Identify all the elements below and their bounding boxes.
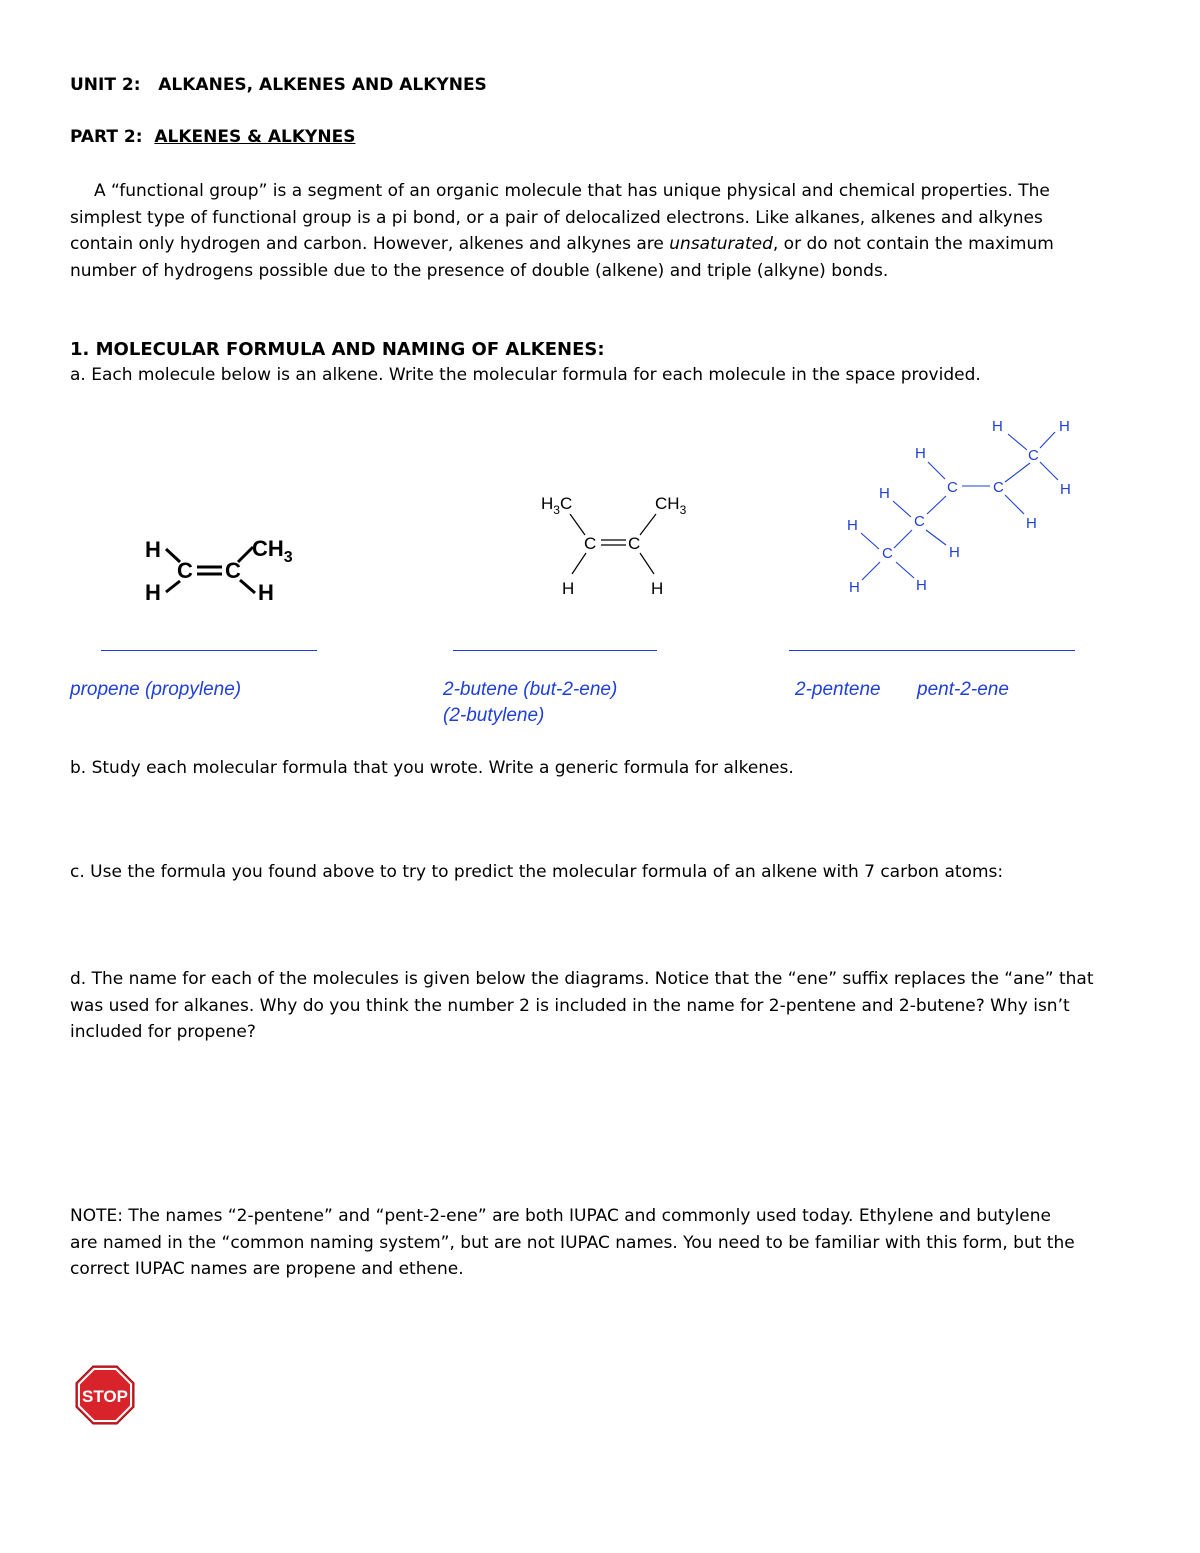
intro-line: simplest type of functional group is a pi bond, or a pair of delocalized electrons. Like alkanes, alkenes and alkynes [70,207,1043,228]
intro-text: , or do not contain the maximum [772,234,1054,254]
emphasis-unsaturated: unsaturated [669,234,773,254]
atom-c: C [993,479,1004,496]
atom-c: C [882,545,893,562]
atom-c: C [628,534,641,553]
methyl-group: $H_3C$ [541,494,573,517]
answer-blank-propene[interactable] [101,650,317,651]
2-butene-bonds [570,514,656,574]
unit-prefix: UNIT 2: [70,75,141,95]
atom-h: H [847,517,858,534]
atom-h: H [145,580,161,605]
atom-h: H [258,580,274,605]
answer-blank-2-pentene[interactable] [789,650,1075,651]
answer-propene: propene (propylene) [70,679,242,700]
2-butene-structure [541,494,687,598]
methyl-group: $CH_3$ [252,536,293,566]
atom-h: H [562,579,575,598]
propene-structure [145,536,293,605]
atom-h: H [1026,515,1037,532]
answer-2-pentene: 2-pentene [795,679,881,700]
stop-sign-text: STOP [82,1387,128,1406]
question-d-line: included for propene? [70,1022,256,1042]
answer-blank-2-butene[interactable] [453,650,657,651]
methyl-group: $CH_3$ [655,494,687,517]
2-pentene-structure [847,418,1071,596]
note-line: correct IUPAC names are propene and ethene. [70,1259,464,1279]
atom-c: C [584,534,597,553]
atom-h: H [651,579,664,598]
question-d-line: d. The name for each of the molecules is given below the diagrams. Notice that the “ene” suffix replaces the “ane” that [70,969,1094,989]
part-heading [70,124,355,151]
intro-line: number of hydrogens possible due to the presence of double (alkene) and triple (alkyne) bonds. [70,260,889,281]
unit-title: ALKANES, ALKENES AND ALKYNES [158,75,487,95]
stop-sign-icon [75,1365,135,1425]
section-title: 1. MOLECULAR FORMULA AND NAMING OF ALKENES: [70,339,605,360]
question-a: a. Each molecule below is an alkene. Write the molecular formula for each molecule in the space provided. [70,365,981,385]
intro-text: contain only hydrogen and carbon. However, alkenes and alkynes are [70,234,670,254]
molecule-diagrams [0,410,1200,605]
question-d-line: was used for alkanes. Why do you think the number 2 is included in the name for 2-pentene and 2-butene? Why isn’t [70,995,1070,1016]
atom-h: H [849,579,860,596]
atom-h: H [1060,481,1071,498]
note-line: NOTE: The names “2-pentene” and “pent-2-ene” are both IUPAC and commonly used today. Ethylene and butylene [70,1206,1052,1226]
answer-2-butylene: (2-butylene) [443,705,545,726]
atom-c: C [914,513,925,530]
question-c: c. Use the formula you found above to try to predict the molecular formula of an alkene with 7 carbon atoms: [70,862,1004,882]
intro-paragraph [70,178,1130,284]
atom-h: H [879,485,890,502]
atom-h: H [1059,418,1070,435]
atom-h: H [916,577,927,594]
question-b: b. Study each molecular formula that you wrote. Write a generic formula for alkenes. [70,758,794,778]
answer-pent-2-ene: pent-2-ene [917,679,1009,700]
atom-h: H [949,544,960,561]
note-line: are named in the “common naming system”, but are not IUPAC names. You need to be familiar with this form, but the [70,1232,1075,1253]
atom-c: C [177,558,193,583]
atom-h: H [915,445,926,462]
question-d [70,966,1130,1046]
atom-h: H [145,537,161,562]
part-title: ALKENES & ALKYNES [154,127,356,147]
atom-c: C [1028,447,1039,464]
atom-c: C [225,558,241,583]
note-paragraph [70,1203,1130,1283]
atom-c: C [947,479,958,496]
intro-line [70,231,1130,258]
unit-heading [70,72,487,99]
answer-2-butene: 2-butene (but-2-ene) [443,679,618,700]
atom-h: H [992,418,1003,435]
part-prefix: PART 2: [70,127,143,147]
intro-line: A “functional group” is a segment of an organic molecule that has unique physical and chemical properties. The [94,181,1050,201]
